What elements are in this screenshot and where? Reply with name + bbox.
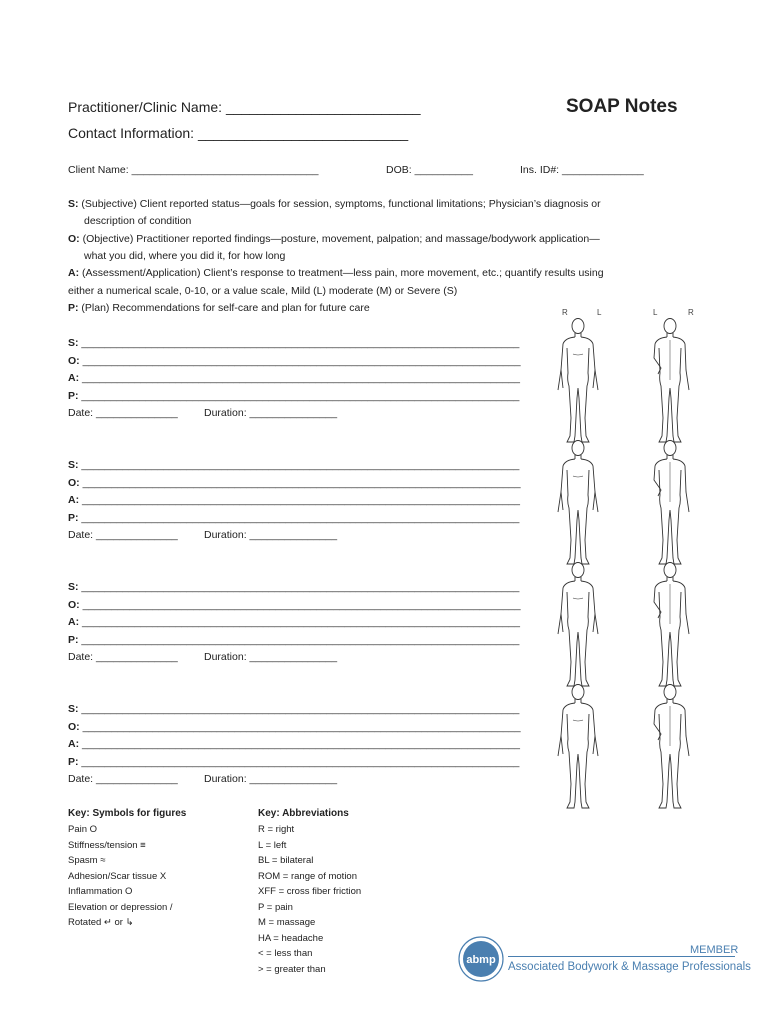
s-prefix: S: [68, 198, 79, 210]
entry-2-duration-field[interactable]: Duration: _______________ [204, 529, 338, 541]
entry-1-o-label: O: [68, 354, 80, 367]
practitioner-field[interactable]: Practitioner/Clinic Name: _________________________ [68, 99, 421, 115]
entry-3-a-line[interactable] [68, 616, 520, 628]
entry-4-p-blank[interactable]: ___________________________________________________________________________ [81, 755, 520, 768]
entry-3-a-blank[interactable]: ___________________________________________________________________________ [82, 616, 520, 628]
entry-1-date-field[interactable]: Date: ______________ [68, 407, 178, 419]
contact-field[interactable]: Contact Information: ___________________________ [68, 125, 409, 141]
body-figure-front-1[interactable] [553, 318, 605, 446]
entry-3-p-blank[interactable]: ___________________________________________________________________________ [81, 633, 520, 646]
entry-2-s-blank[interactable]: ___________________________________________________________________________ [81, 459, 520, 471]
entry-1-a-blank[interactable]: ___________________________________________________________________________ [82, 372, 520, 384]
key-symbol-item: Spasm ≈ [68, 855, 106, 866]
key-symbol-item: Pain O [68, 824, 98, 835]
body-figure-front-3[interactable] [553, 562, 605, 690]
entry-4-s-label: S: [68, 703, 79, 715]
entry-2-date-field[interactable]: Date: ______________ [68, 529, 178, 541]
entry-2-a-line[interactable] [68, 494, 520, 506]
entry-1-s-line[interactable] [68, 337, 519, 349]
entry-3-o-label: O: [68, 598, 80, 611]
entry-3-p-label: P: [68, 633, 79, 646]
body-figure-back-1[interactable] [645, 318, 697, 446]
entry-3-o-line[interactable] [68, 599, 521, 611]
key-abbrev-item: BL = bilateral [258, 855, 314, 866]
a-text: (Assessment/Application) Client’s response to treatment—less pain, more movement, etc.; quantify results using [82, 267, 604, 279]
s-continuation: description of condition [84, 215, 192, 227]
entry-4-p-line[interactable] [68, 756, 519, 768]
entry-2-p-label: P: [68, 511, 79, 524]
body-figure-back-2[interactable] [645, 440, 697, 568]
entry-2-a-blank[interactable]: ___________________________________________________________________________ [82, 494, 520, 506]
entry-3-s-line[interactable] [68, 581, 519, 593]
entry-2-s-label: S: [68, 459, 79, 471]
entry-3-s-blank[interactable]: ___________________________________________________________________________ [81, 581, 520, 593]
client-name-field[interactable]: Client Name: ________________________________ [68, 164, 319, 176]
entry-1-a-label: A: [68, 372, 80, 384]
objective-description [68, 231, 600, 249]
key-abbrev-item: L = left [258, 839, 287, 851]
figure-label-back-r: R [688, 308, 694, 317]
key-symbol-item: Inflammation O [68, 886, 133, 897]
organization-name: Associated Bodywork & Massage Professionals [508, 961, 751, 973]
entry-2-o-label: O: [68, 476, 80, 489]
entry-1-s-blank[interactable]: ___________________________________________________________________________ [81, 337, 520, 349]
o-text: (Objective) Practitioner reported findings—posture, movement, palpation; and massage/bodywork application— [82, 233, 600, 245]
entry-1-p-blank[interactable]: ___________________________________________________________________________ [81, 389, 520, 402]
entry-4-a-label: A: [68, 738, 80, 750]
entry-3-duration-field[interactable]: Duration: _______________ [204, 651, 338, 663]
entry-1-o-line[interactable] [68, 355, 521, 367]
entry-3-a-label: A: [68, 616, 80, 628]
key-symbol-item: Rotated ↵ or ↳ [68, 917, 134, 928]
plan-description [68, 300, 370, 318]
body-figure-back-4[interactable] [645, 684, 697, 812]
entry-1-p-line[interactable] [68, 390, 519, 402]
key-symbol-item: Stiffness/tension ≡ [68, 839, 146, 851]
figure-label-back-l: L [653, 308, 658, 317]
body-figure-back-3[interactable] [645, 562, 697, 690]
entry-1-s-label: S: [68, 337, 79, 349]
entry-4-s-line[interactable] [68, 703, 519, 715]
member-divider [508, 956, 735, 957]
assessment-description [68, 265, 604, 283]
key-abbrev-item: R = right [258, 824, 295, 835]
entry-4-o-line[interactable] [68, 721, 521, 733]
key-abbrev-item: XFF = cross fiber friction [258, 886, 362, 897]
entry-2-p-line[interactable] [68, 512, 519, 524]
abmp-logo-icon [456, 934, 506, 984]
entry-1-o-blank[interactable]: ___________________________________________________________________________ [82, 354, 521, 367]
key-abbrev-item: > = greater than [258, 963, 326, 975]
o-prefix: O: [68, 233, 80, 245]
logo-text: abmp [466, 954, 496, 966]
subjective-description [68, 196, 601, 214]
entry-4-s-blank[interactable]: ___________________________________________________________________________ [81, 703, 520, 715]
page-title: SOAP Notes [566, 96, 678, 117]
entry-3-o-blank[interactable]: ___________________________________________________________________________ [82, 598, 521, 611]
key-symbol-item: Adhesion/Scar tissue X [68, 870, 167, 882]
entry-4-o-label: O: [68, 720, 80, 733]
entry-2-o-line[interactable] [68, 477, 521, 489]
key-symbols-heading: Key: Symbols for figures [68, 808, 187, 819]
key-symbol-item: Elevation or depression / [68, 901, 173, 913]
key-abbrev-item: < = less than [258, 948, 313, 959]
key-abbrev-item: ROM = range of motion [258, 870, 358, 882]
member-label: MEMBER [690, 944, 739, 956]
body-figure-front-4[interactable] [553, 684, 605, 812]
ins-id-field[interactable]: Ins. ID#: ______________ [520, 164, 644, 176]
entry-1-duration-field[interactable]: Duration: _______________ [204, 407, 338, 419]
entry-4-p-label: P: [68, 755, 79, 768]
entry-4-a-line[interactable] [68, 738, 520, 750]
entry-2-a-label: A: [68, 494, 80, 506]
entry-1-a-line[interactable] [68, 372, 520, 384]
key-abbrev-item: P = pain [258, 901, 293, 913]
entry-3-s-label: S: [68, 581, 79, 593]
entry-4-date-field[interactable]: Date: ______________ [68, 773, 178, 785]
entry-4-o-blank[interactable]: ___________________________________________________________________________ [82, 720, 521, 733]
key-abbrev-item: M = massage [258, 917, 316, 928]
body-figure-front-2[interactable] [553, 440, 605, 568]
key-abbrev-item: HA = headache [258, 932, 324, 944]
entry-3-date-field[interactable]: Date: ______________ [68, 651, 178, 663]
entry-4-a-blank[interactable]: ___________________________________________________________________________ [82, 738, 520, 750]
figure-label-front-l: L [597, 308, 602, 317]
entry-2-p-blank[interactable]: ___________________________________________________________________________ [81, 511, 520, 524]
figure-label-front-r: R [562, 308, 568, 317]
entry-2-o-blank[interactable]: ___________________________________________________________________________ [82, 476, 521, 489]
p-prefix: P: [68, 302, 79, 314]
entry-2-s-line[interactable] [68, 459, 519, 471]
s-text: (Subjective) Client reported status—goals for session, symptoms, functional limitations; Physician’s diagnosis or [81, 198, 601, 210]
entry-3-p-line[interactable] [68, 634, 519, 646]
o-continuation: what you did, where you did it, for how long [84, 250, 286, 262]
key-abbrev-heading: Key: Abbreviations [258, 808, 349, 819]
dob-field[interactable]: DOB: __________ [386, 164, 473, 176]
entry-4-duration-field[interactable]: Duration: _______________ [204, 773, 338, 785]
a-prefix: A: [68, 267, 80, 279]
a-continuation: either a numerical scale, 0-10, or a value scale, Mild (L) moderate (M) or Severe (S) [68, 285, 458, 297]
entry-1-p-label: P: [68, 389, 79, 402]
p-text: (Plan) Recommendations for self-care and plan for future care [81, 302, 370, 314]
